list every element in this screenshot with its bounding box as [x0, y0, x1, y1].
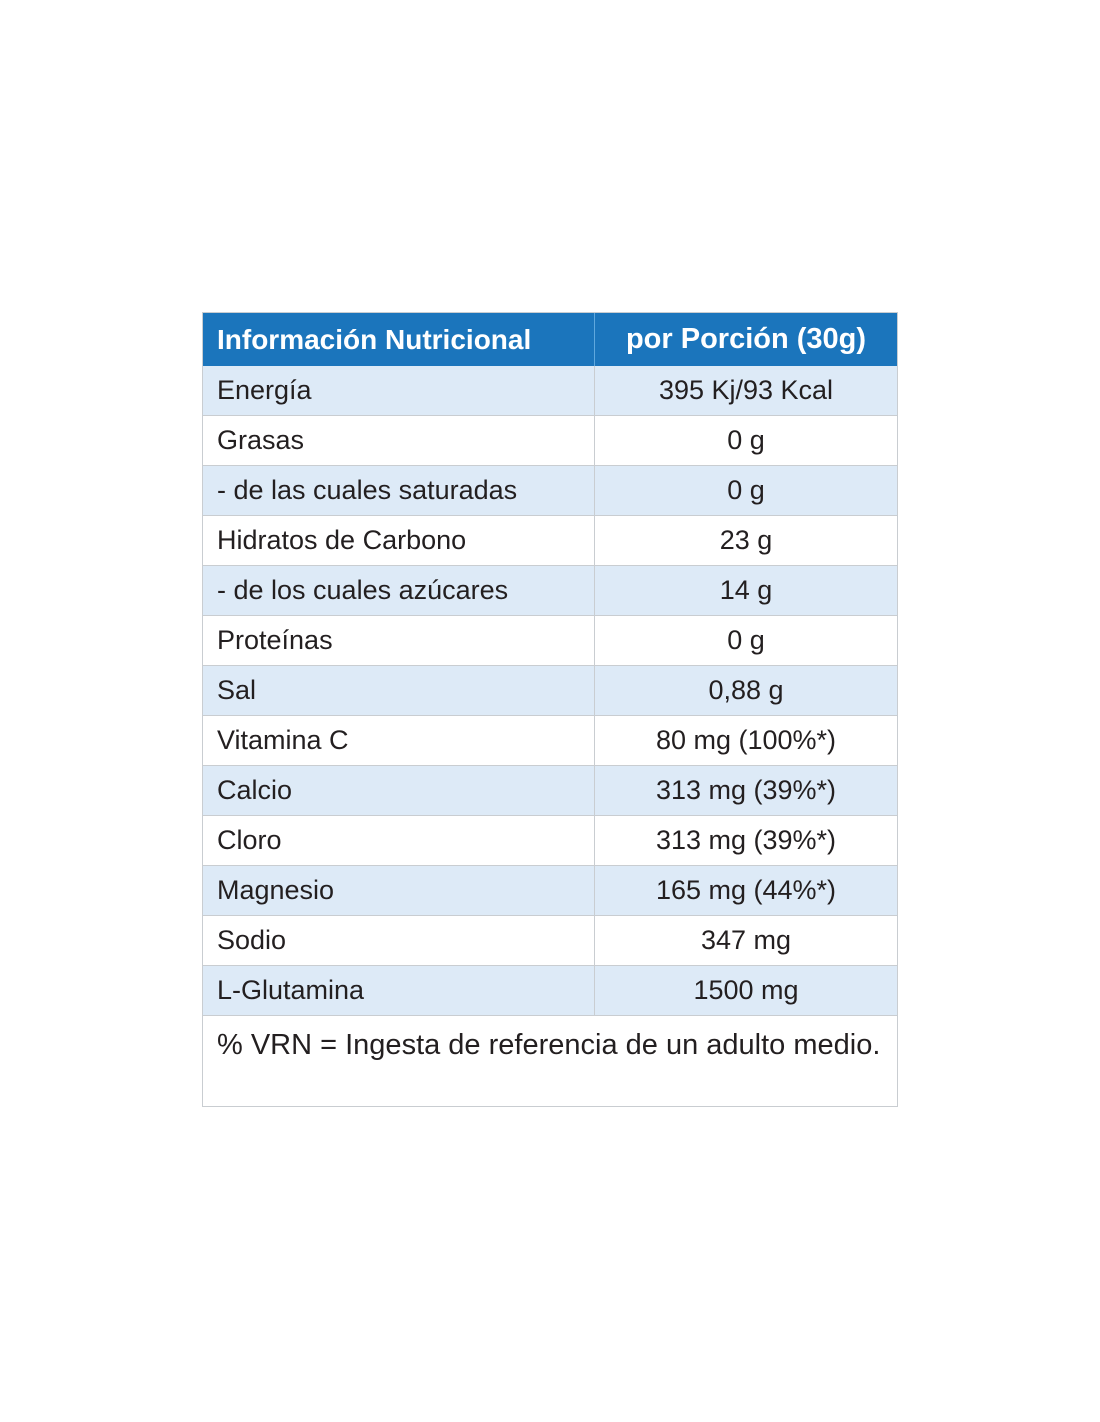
- nutrient-value: 14 g: [719, 575, 773, 605]
- header-value: por Porción (30g): [625, 323, 867, 355]
- nutrient-value: 313 mg (39%*): [655, 775, 837, 805]
- nutrient-label: - de las cuales saturadas: [203, 466, 595, 515]
- nutrient-label: L-Glutamina: [203, 966, 595, 1015]
- table-header-row: [203, 313, 897, 366]
- table-row: [203, 666, 897, 716]
- table-row: [203, 416, 897, 466]
- table-row: [203, 466, 897, 516]
- nutrient-value: 1500 mg: [693, 975, 799, 1005]
- nutrient-label: Magnesio: [203, 866, 595, 915]
- nutrient-value: 313 mg (39%*): [655, 825, 837, 855]
- table-row: [203, 516, 897, 566]
- nutrient-label: Hidratos de Carbono: [203, 516, 595, 565]
- table-row: [203, 716, 897, 766]
- nutrient-value: 347 mg: [700, 925, 792, 955]
- table-row: [203, 616, 897, 666]
- nutrition-facts-table: [202, 312, 898, 1107]
- nutrient-label: Sodio: [203, 916, 595, 965]
- table-body: [203, 366, 897, 1016]
- header-label: Información Nutricional: [203, 313, 595, 366]
- nutrient-label: Energía: [203, 366, 595, 415]
- footnote: % VRN = Ingesta de referencia de un adulto medio.: [217, 1029, 881, 1061]
- nutrient-value: 0 g: [727, 475, 765, 505]
- nutrient-label: Sal: [203, 666, 595, 715]
- nutrient-value: 0,88 g: [708, 675, 784, 705]
- table-row: [203, 816, 897, 866]
- nutrient-label: Vitamina C: [203, 716, 595, 765]
- nutrient-label: Cloro: [203, 816, 595, 865]
- nutrient-value: 80 mg (100%*): [655, 725, 837, 755]
- nutrient-value: 395 Kj/93 Kcal: [658, 375, 834, 405]
- table-row: [203, 966, 897, 1016]
- nutrient-label: Grasas: [203, 416, 595, 465]
- nutrient-value: 0 g: [727, 625, 765, 655]
- table-row: [203, 566, 897, 616]
- nutrient-value: 0 g: [727, 425, 765, 455]
- nutrient-value: 165 mg (44%*): [655, 875, 837, 905]
- nutrient-label: - de los cuales azúcares: [203, 566, 595, 615]
- table-row: [203, 916, 897, 966]
- table-row: [203, 766, 897, 816]
- nutrient-label: Proteínas: [203, 616, 595, 665]
- table-row: [203, 866, 897, 916]
- table-row: [203, 366, 897, 416]
- nutrient-value: 23 g: [719, 525, 773, 555]
- nutrient-label: Calcio: [203, 766, 595, 815]
